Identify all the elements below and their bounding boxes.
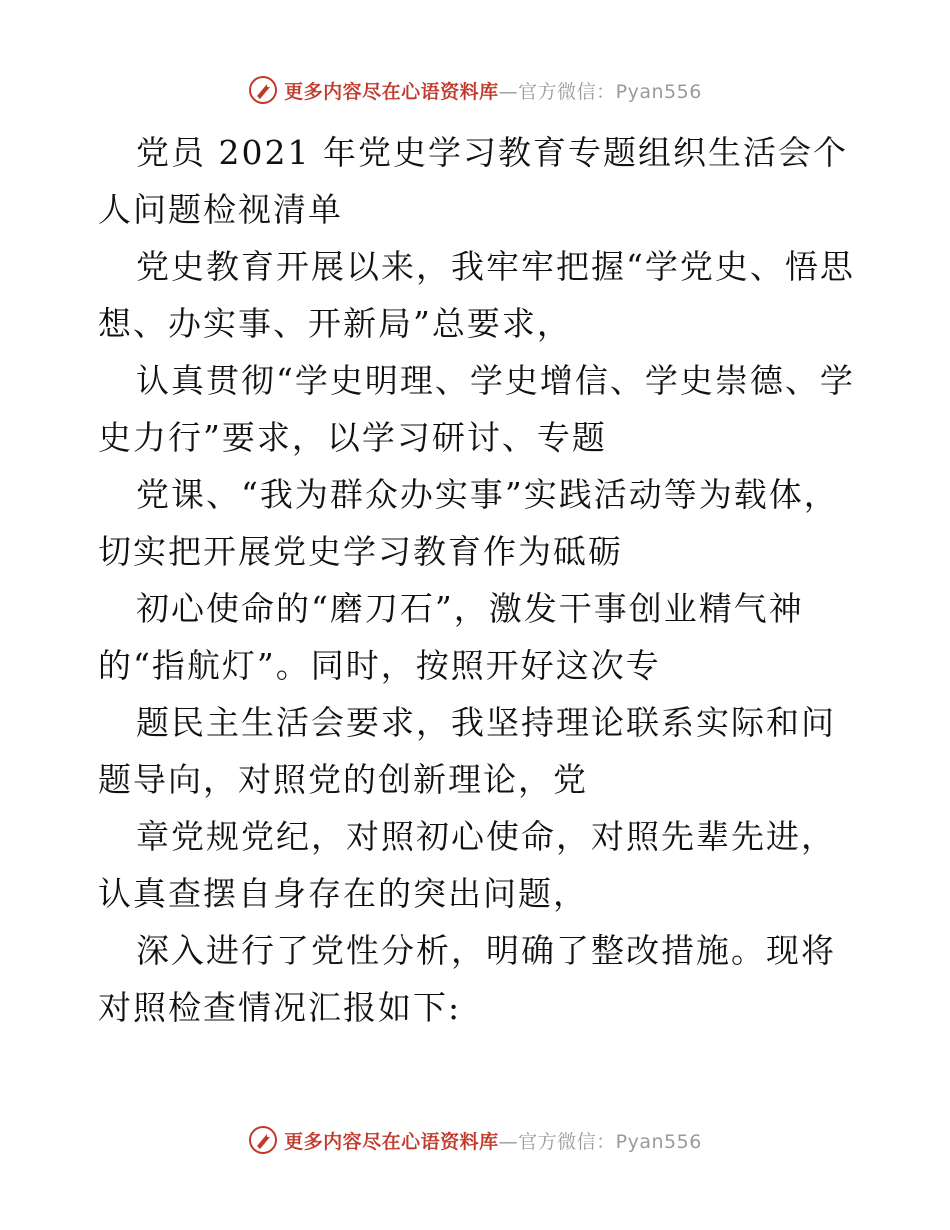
watermark-text bbox=[284, 77, 702, 104]
body-paragraph: 初心使命的“磨刀石”，激发干事创业精气神的“指航灯”。同时，按照开好这次专 bbox=[98, 589, 804, 685]
body-paragraph: 深入进行了党性分析，明确了整改措施。现将对照检查情况汇报如下: bbox=[98, 931, 836, 1027]
pen-nib-logo-icon bbox=[248, 75, 278, 105]
watermark-text-red: 更多内容尽在心语资料库 bbox=[284, 1130, 499, 1153]
footer-watermark-banner bbox=[0, 1122, 950, 1158]
body-paragraph: 认真贯彻“学史明理、学史增信、学史崇德、学史力行”要求，以学习研讨、专题 bbox=[98, 361, 855, 457]
watermark-text-grey: —官方微信：Pyan556 bbox=[498, 80, 702, 103]
header-watermark-banner bbox=[0, 72, 950, 108]
document-body bbox=[98, 124, 858, 1036]
document-title-paragraph: 党员 2021 年党史学习教育专题组织生活会个人问题检视清单 bbox=[98, 133, 848, 229]
watermark-text bbox=[284, 1127, 702, 1154]
body-paragraph: 党课、“我为群众办实事”实践活动等为载体，切实把开展党史学习教育作为砥砺 bbox=[98, 475, 839, 571]
watermark-text-grey: —官方微信：Pyan556 bbox=[498, 1130, 702, 1153]
watermark-text-red: 更多内容尽在心语资料库 bbox=[284, 80, 499, 103]
body-paragraph: 题民主生活会要求，我坚持理论联系实际和问题导向，对照党的创新理论，党 bbox=[98, 703, 836, 799]
body-paragraph: 党史教育开展以来，我牢牢把握“学党史、悟思想、办实事、开新局”总要求， bbox=[98, 247, 855, 343]
body-paragraph: 章党规党纪，对照初心使命，对照先辈先进，认真查摆自身存在的突出问题， bbox=[98, 817, 836, 913]
pen-nib-logo-icon bbox=[248, 1125, 278, 1155]
